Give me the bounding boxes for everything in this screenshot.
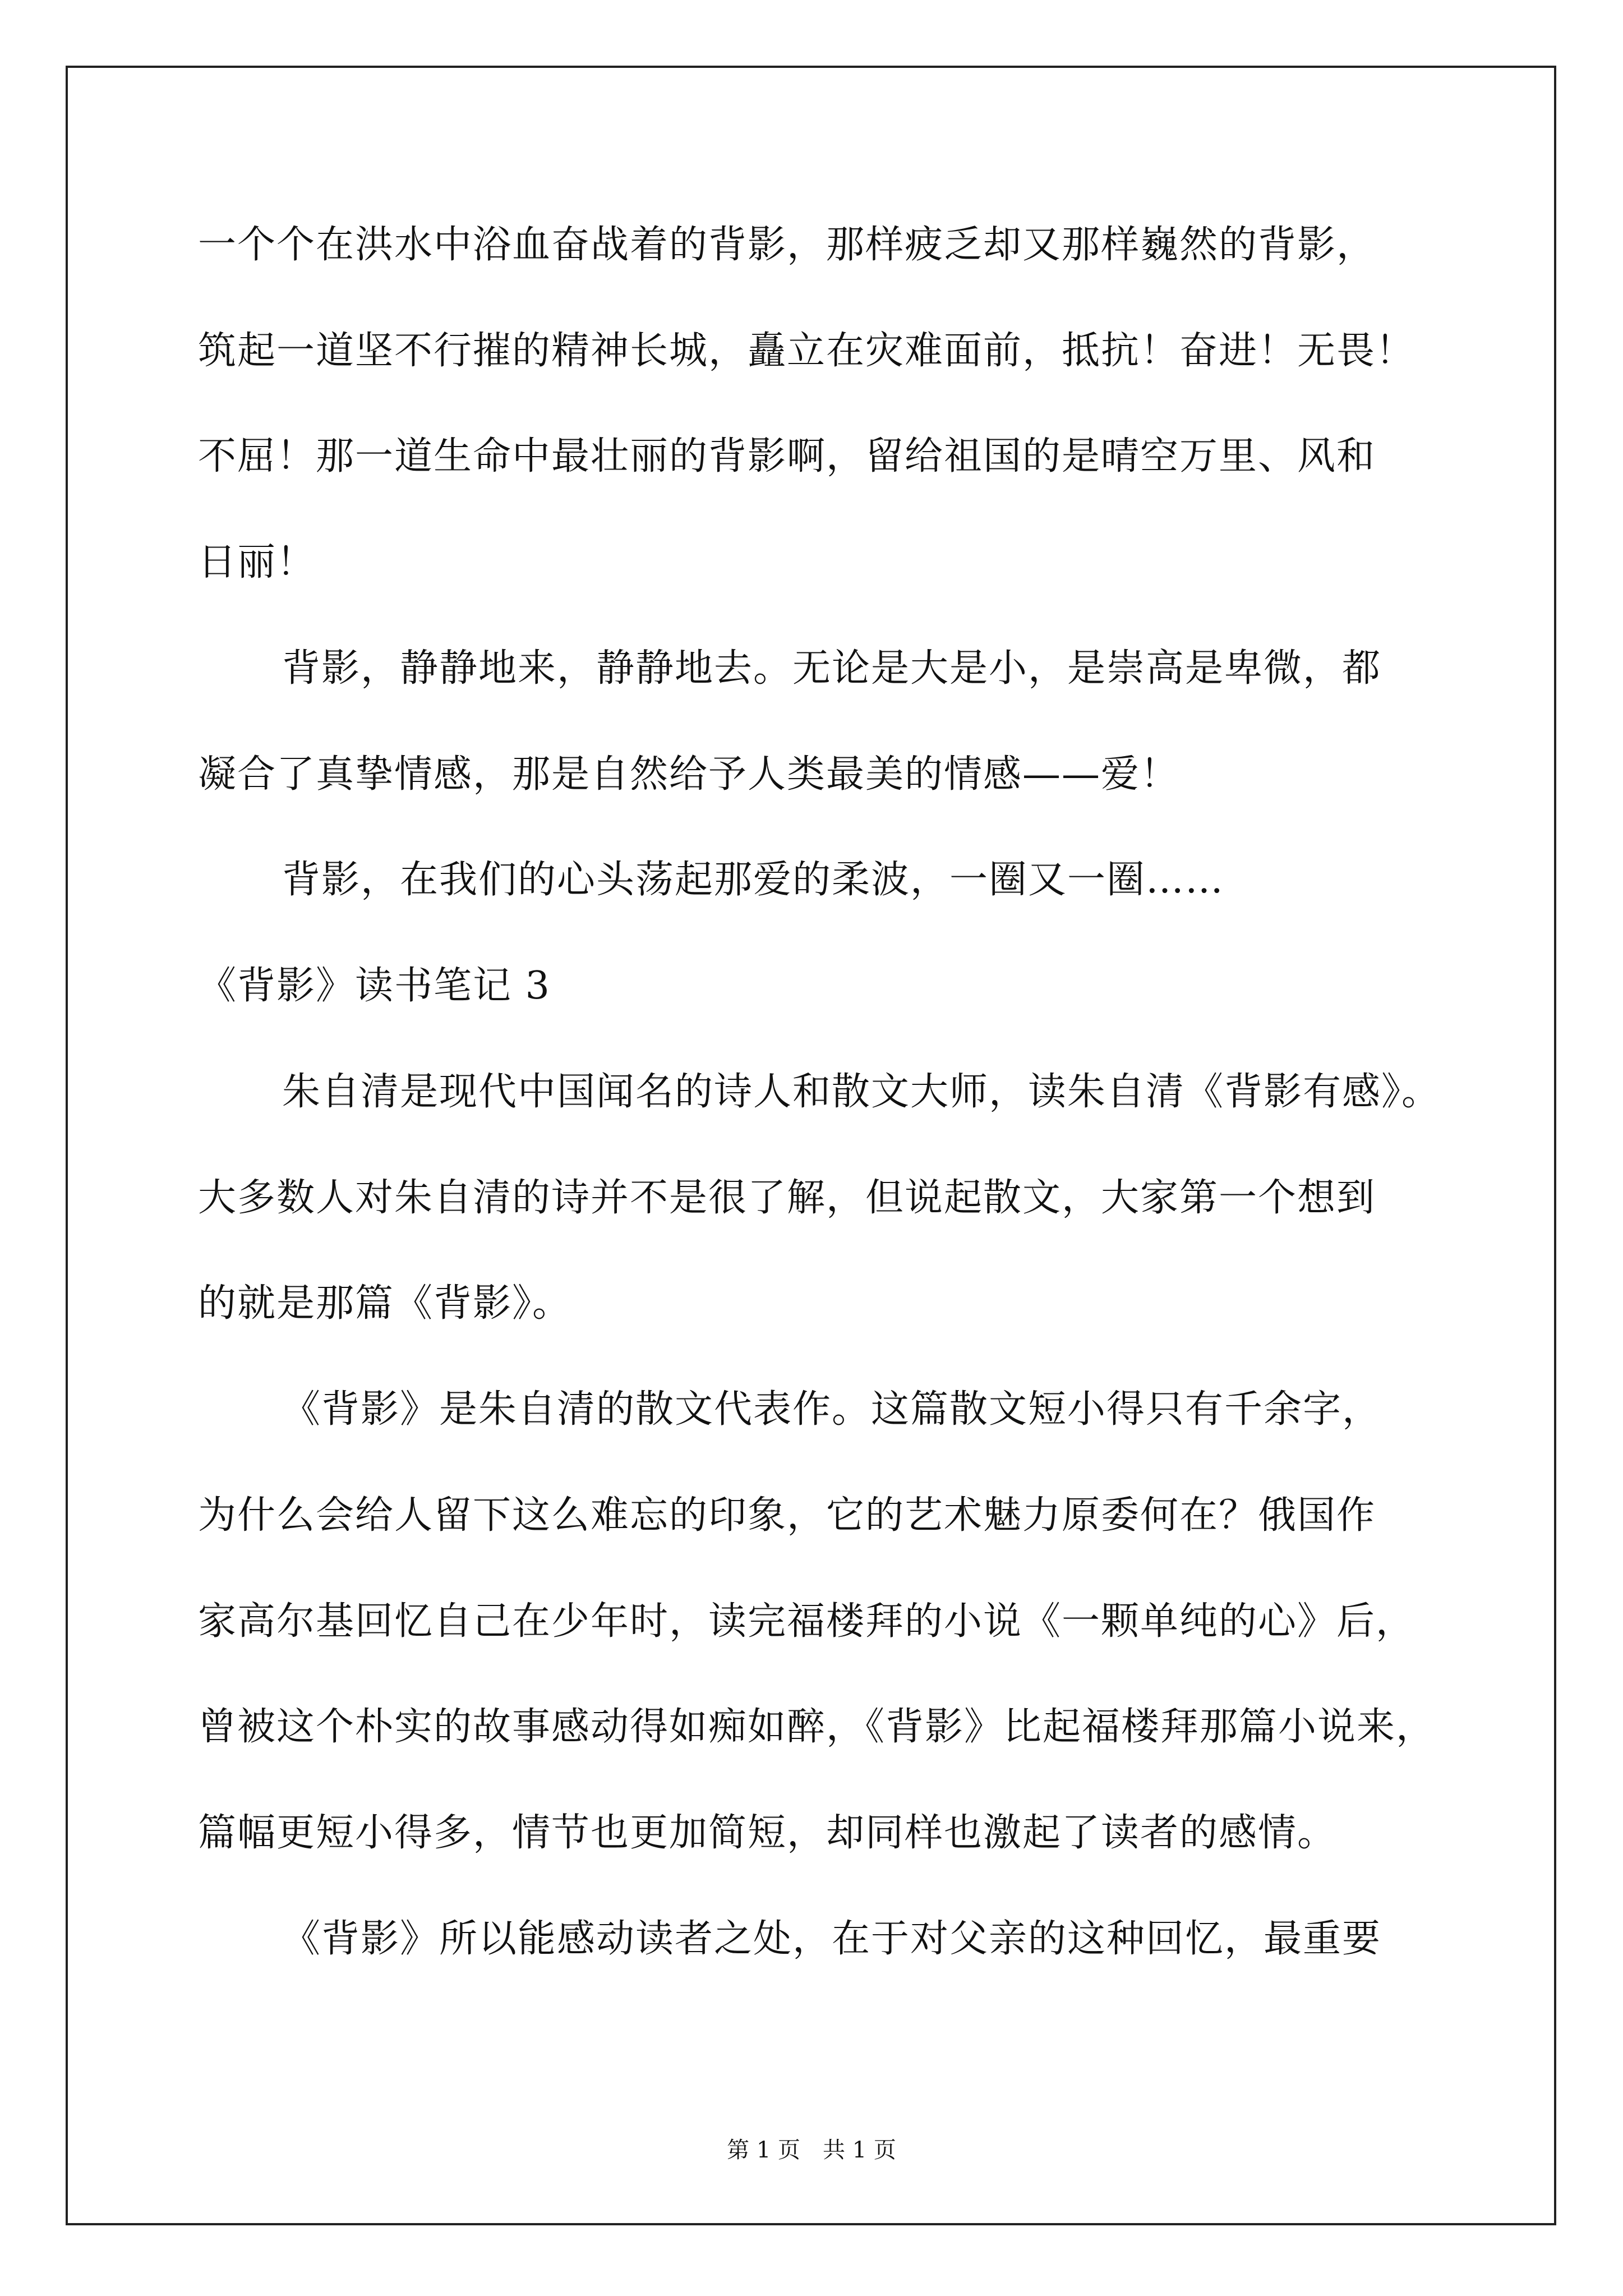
section-heading: 《背影》读书笔记 3 [198,964,551,1008]
text-line: 曾被这个朴实的故事感动得如痴如醉，《背影》比起福楼拜那篇小说来， [198,1705,1436,1749]
text-line: 不屈！那一道生命中最壮丽的背影啊，留给祖国的是晴空万里、风和 [198,434,1376,478]
page-border [66,66,1556,2225]
text-line: 的就是那篇《背影》。 [198,1281,572,1326]
paragraph-start-line: 《背影》是朱自清的散文代表作。这篇散文短小得只有千余字， [282,1387,1382,1432]
paragraph-start-line: 《背影》所以能感动读者之处，在于对父亲的这种回忆，最重要 [282,1917,1382,1961]
text-line: 凝合了真挚情感，那是自然给予人类最美的情感——爱！ [198,752,1180,797]
paragraph-start-line: 背影，在我们的心头荡起那爱的柔波，一圈又一圈…… [282,858,1225,902]
text-line: 为什么会给人留下这么难忘的印象，它的艺术魅力原委何在？俄国作 [198,1493,1376,1538]
page-number-total: 共 1 页 [823,2137,896,2163]
paragraph-start-line: 朱自清是现代中国闻名的诗人和散文大师，读朱自清《背影有感》。 [282,1070,1441,1114]
paragraph-start-line: 背影，静静地来，静静地去。无论是大是小，是崇高是卑微，都 [282,646,1382,691]
text-line: 一个个在洪水中浴血奋战着的背影，那样疲乏却又那样巍然的背影， [198,223,1376,267]
text-line: 家高尔基回忆自己在少年时，读完福楼拜的小说《一颗单纯的心》后， [198,1599,1415,1644]
text-line: 日丽！ [198,540,316,585]
page-number-current: 第 1 页 [727,2137,800,2163]
text-line: 筑起一道坚不行摧的精神长城，矗立在灾难面前，抵抗！奋进！无畏！ [198,329,1415,373]
text-line: 篇幅更短小得多，情节也更加简短，却同样也激起了读者的感情。 [198,1811,1337,1855]
text-line: 大多数人对朱自清的诗并不是很了解，但说起散文，大家第一个想到 [198,1176,1376,1220]
page-footer [0,2136,1623,2164]
